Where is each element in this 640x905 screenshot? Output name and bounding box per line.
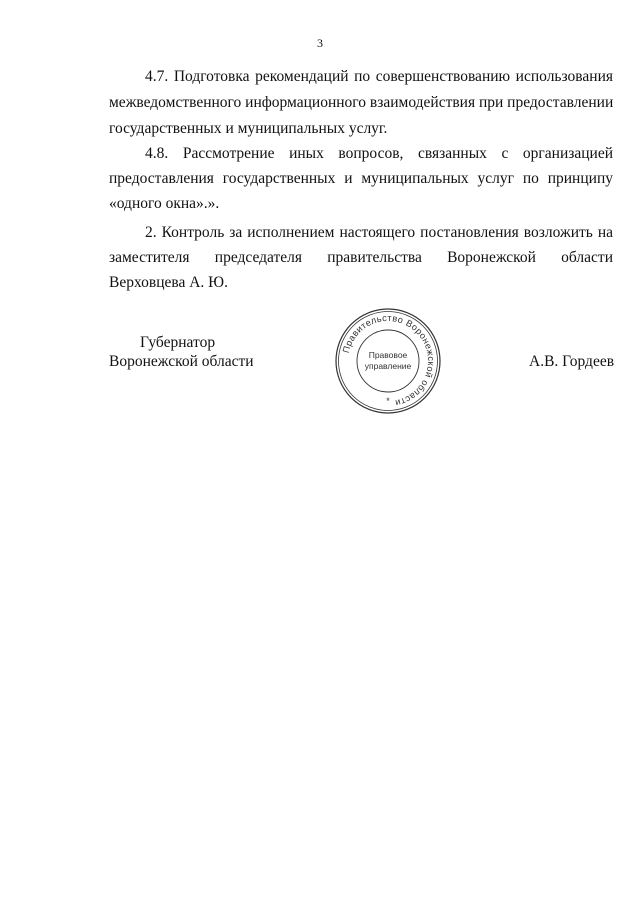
paragraph-4-7-line-2: межведомственного информационного взаимодействия при предоставлении [109, 94, 614, 111]
paragraph-4-8-line-3: «одного окна».». [109, 195, 220, 212]
stamp-star: * [386, 396, 390, 406]
signatory-name: А.В. Гордеев [529, 353, 615, 370]
paragraph-4-7-line-3: государственных и муниципальных услуг. [109, 120, 388, 137]
paragraph-4-8-line-2: предоставления государственных и муниципальных услуг по принципу [109, 170, 613, 187]
stamp-center-line-2: управление [364, 361, 412, 371]
paragraph-2-line-2: заместителя председателя правительства Воронежской области [109, 249, 613, 266]
signatory-position-line-2: Воронежской области [109, 353, 254, 370]
official-stamp [333, 306, 443, 416]
stamp-center-line-1: Правовое [368, 350, 408, 360]
paragraph-2-line-1: 2. Контроль за исполнением настоящего постановления возложить на [145, 224, 613, 241]
paragraph-2-line-3: Верховцева А. Ю. [109, 274, 228, 291]
paragraph-4-8-line-1: 4.8. Рассмотрение иных вопросов, связанных с организацией [145, 145, 613, 162]
paragraph-4-7-line-1: 4.7. Подготовка рекомендаций по совершенствованию использования [145, 68, 613, 85]
signatory-position-line-1: Губернатор [140, 334, 216, 351]
page-number: 3 [317, 36, 323, 50]
stamp-ring-text: Правительство Воронежской области [340, 312, 437, 409]
